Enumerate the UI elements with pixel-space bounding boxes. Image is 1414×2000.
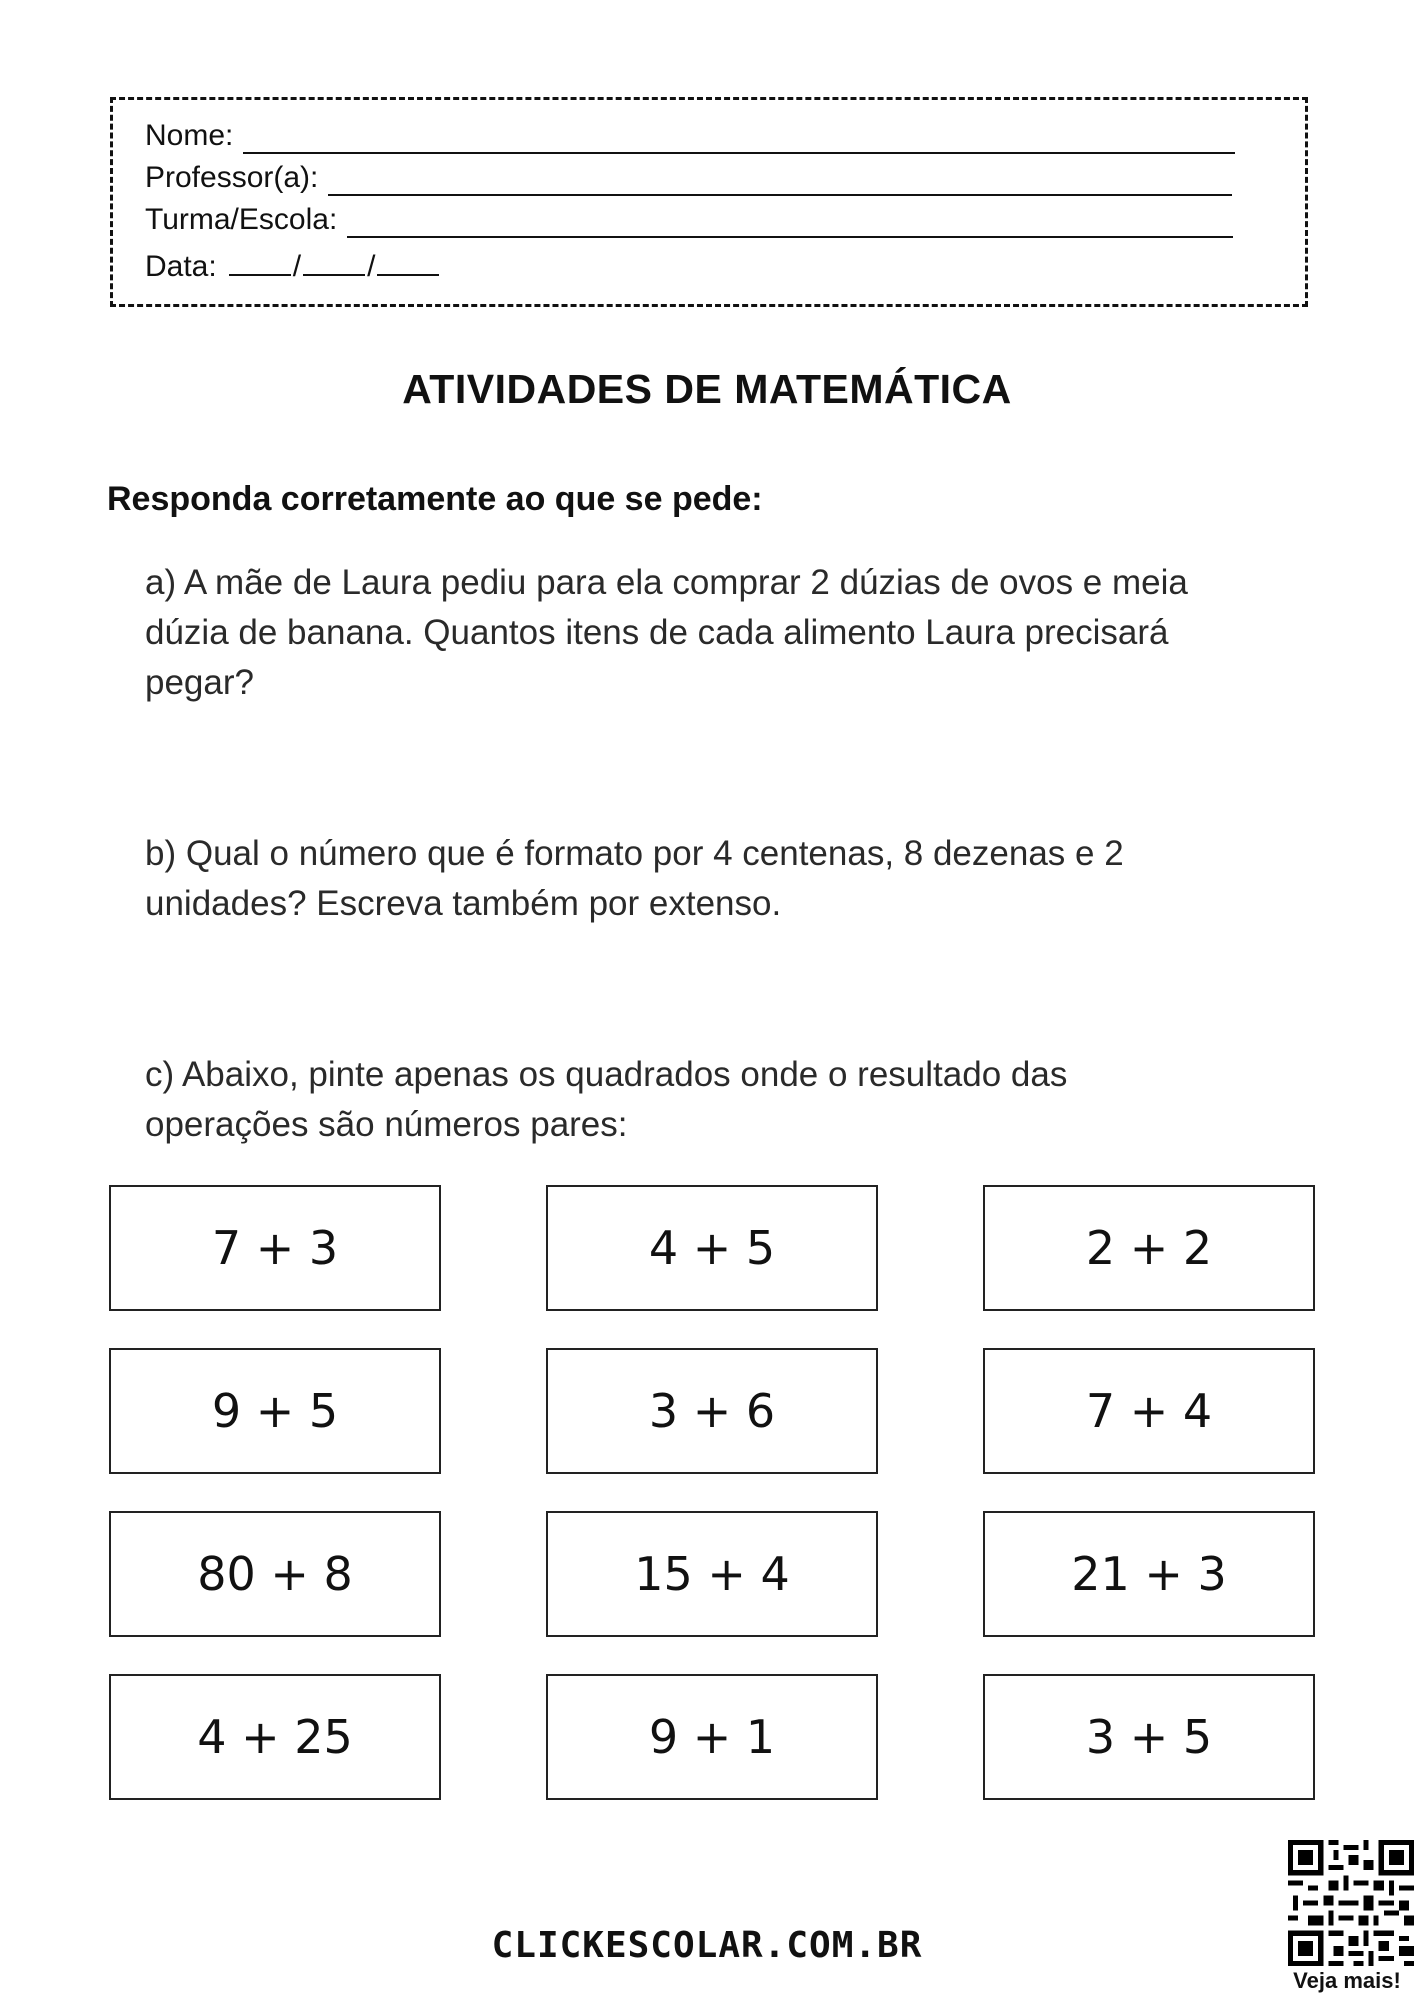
page-title: ATIVIDADES DE MATEMÁTICA — [402, 366, 1012, 412]
name-blank — [243, 122, 1235, 154]
date-month-blank — [303, 244, 365, 276]
operation-box[interactable]: 2 + 2 — [983, 1185, 1315, 1311]
operations-grid — [109, 1185, 1316, 1800]
qr-caption: Veja mais! — [1293, 1968, 1401, 1993]
date-day-blank — [229, 244, 291, 276]
question-c — [145, 1050, 1275, 1150]
question-b-line-1: b) Qual o número que é formato por 4 centenas, 8 dezenas e 2 — [145, 834, 1124, 873]
class-line — [145, 202, 1233, 238]
question-a-line-3: pegar? — [145, 663, 254, 702]
operation-box[interactable]: 7 + 3 — [109, 1185, 441, 1311]
question-b-line-2: unidades? Escreva também por extenso. — [145, 884, 782, 923]
class-blank — [347, 206, 1233, 238]
date-separator: / — [292, 250, 302, 283]
date-separator: / — [367, 250, 376, 283]
operation-box[interactable]: 9 + 1 — [546, 1674, 878, 1800]
name-line — [145, 118, 1235, 154]
qr-code-icon[interactable] — [1288, 1840, 1414, 1966]
operation-box[interactable]: 4 + 25 — [109, 1674, 441, 1800]
operation-box[interactable]: 21 + 3 — [983, 1511, 1315, 1637]
teacher-label: Professor(a): — [145, 161, 319, 194]
footer-site-link[interactable]: CLICKESCOLAR.COM.BR — [491, 1925, 923, 1966]
operation-box[interactable]: 15 + 4 — [546, 1511, 878, 1637]
operation-box[interactable]: 3 + 5 — [983, 1674, 1315, 1800]
question-a — [145, 558, 1275, 708]
date-label: Data: — [145, 250, 217, 283]
teacher-line — [145, 160, 1232, 196]
operation-box[interactable]: 3 + 6 — [546, 1348, 878, 1474]
teacher-blank — [328, 164, 1232, 196]
class-label: Turma/Escola: — [145, 203, 338, 236]
date-line — [145, 244, 439, 285]
operation-box[interactable]: 7 + 4 — [983, 1348, 1315, 1474]
name-label: Nome: — [145, 119, 234, 152]
date-blanks — [229, 244, 440, 285]
question-c-line-2: operações são números pares: — [145, 1105, 628, 1144]
student-info-box — [110, 97, 1308, 307]
date-year-blank — [377, 244, 439, 276]
question-b — [145, 829, 1275, 929]
question-c-line-1: c) Abaixo, pinte apenas os quadrados onde o resultado das — [145, 1055, 1068, 1094]
operation-box[interactable]: 4 + 5 — [546, 1185, 878, 1311]
instruction-text: Responda corretamente ao que se pede: — [107, 480, 763, 518]
question-a-line-2: dúzia de banana. Quantos itens de cada alimento Laura precisará — [145, 613, 1169, 652]
question-a-line-1: a) A mãe de Laura pediu para ela comprar 2 dúzias de ovos e meia — [145, 563, 1188, 602]
operation-box[interactable]: 9 + 5 — [109, 1348, 441, 1474]
operation-box[interactable]: 80 + 8 — [109, 1511, 441, 1637]
